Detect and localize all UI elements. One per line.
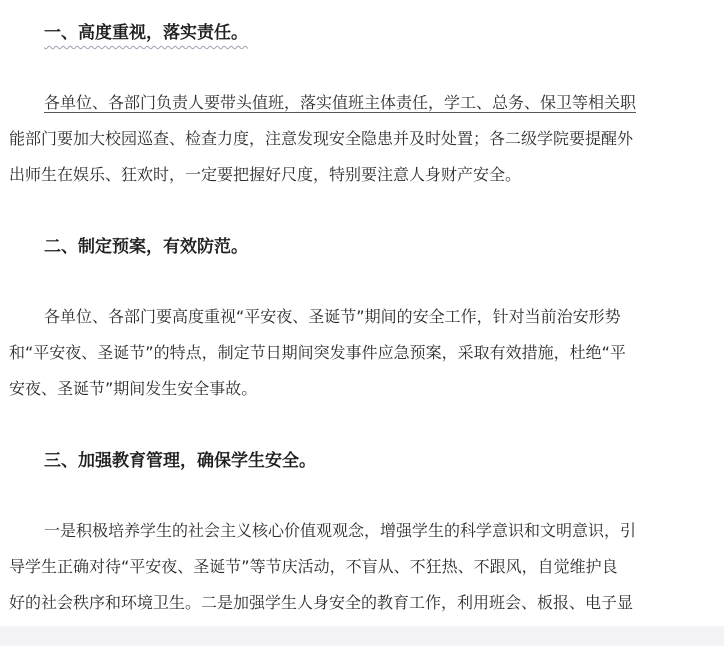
section-1-line-2: 能部门要加大校园巡查、检查力度，注意发现安全隐患并及时处置；各二级学院要提醒外 (9, 129, 634, 148)
section-3-line-3: 好的社会秩序和环境卫生。二是加强学生人身安全的教育工作，利用班会、板报、电子显 (9, 593, 634, 612)
section-1-line-3: 出师生在娱乐、狂欢时，一定要把握好尺度，特别要注意人身财产安全。 (9, 165, 522, 184)
bottom-edge-bar (0, 626, 724, 646)
section-3-line-1: 一是积极培养学生的社会主义核心价值观观念，增强学生的科学意识和文明意识，引 (44, 521, 637, 540)
section-2-line-1: 各单位、各部门要高度重视“平安夜、圣诞节”期间的安全工作，针对当前治安形势 (44, 307, 621, 326)
section-3-line-2: 导学生正确对待“平安夜、圣诞节”等节庆活动，不盲从、不狂热、不跟风，自觉维护良 (9, 557, 618, 576)
section-2-heading: 二、制定预案，有效防范。 (44, 237, 248, 257)
section-1-heading: 一、高度重视，落实责任。 (44, 23, 248, 43)
section-2-line-3: 安夜、圣诞节”期间发生安全事故。 (9, 379, 258, 398)
section-3-heading: 三、加强教育管理，确保学生安全。 (44, 451, 316, 471)
section-1-line-1: 各单位、各部门负责人要带头值班，落实值班主体责任，学工、总务、保卫等相关职 (44, 93, 637, 112)
section-2-line-2: 和“平安夜、圣诞节”的特点，制定节日期间突发事件应急预案，采取有效措施，杜绝“平 (9, 343, 626, 362)
